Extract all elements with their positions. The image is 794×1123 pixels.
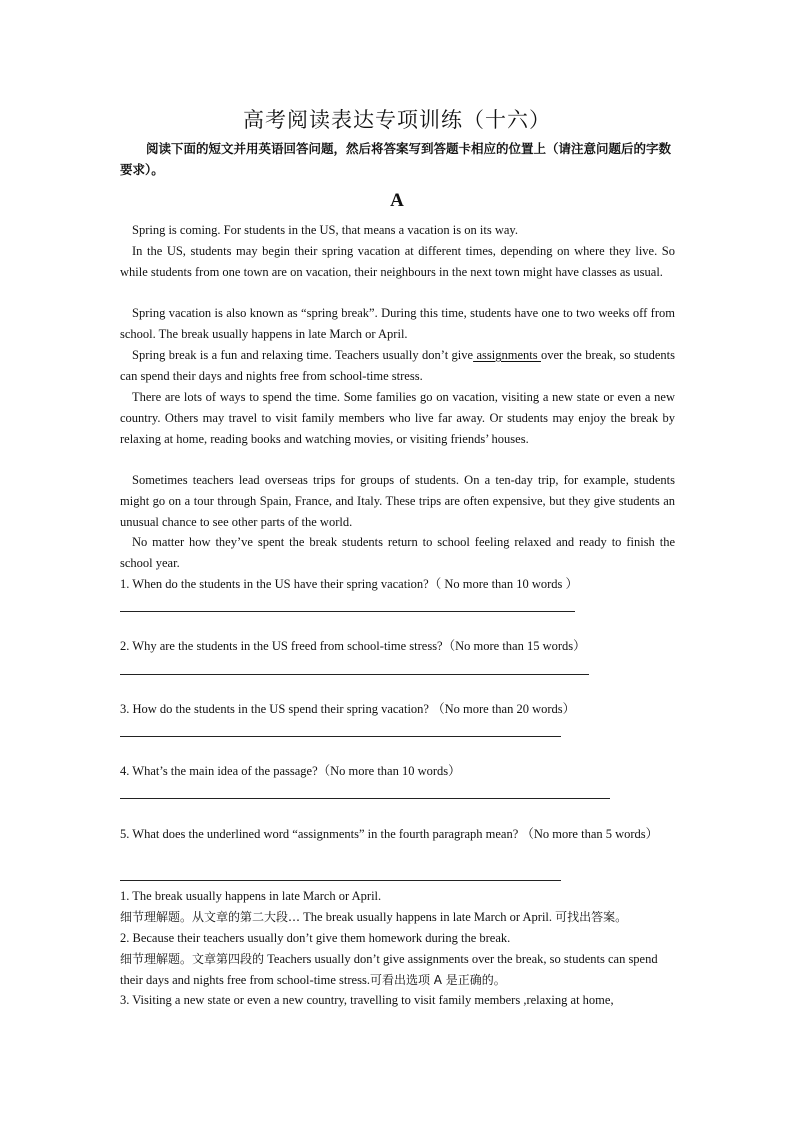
underlined-word-assignments: assignments xyxy=(473,348,541,362)
answer-line-3[interactable] xyxy=(120,736,561,737)
answer-line-2[interactable] xyxy=(120,674,589,675)
answer-line-5[interactable] xyxy=(120,880,561,881)
question-1: 1. When do the students in the US have their spring vacation?（ No more than 10 words ） xyxy=(120,577,579,591)
answer-line-1[interactable] xyxy=(120,611,575,612)
paragraph-7: No matter how they’ve spent the break students return to school feeling relaxed and ready to finish the school year. xyxy=(120,535,675,570)
answer-3: 3. Visiting a new state or even a new country, travelling to visit family members ,relaxing at home, xyxy=(120,993,614,1007)
question-2: 2. Why are the students in the US freed from school-time stress?（No more than 15 words） xyxy=(120,639,586,653)
answer-1: 1. The break usually happens in late March or April. xyxy=(120,889,382,903)
paragraph-4 xyxy=(120,345,675,387)
answer-2-note-tail: 可看出选项 A 是正确的。 xyxy=(369,972,506,987)
paragraph-4-end: over the break, so students can spend their days and nights free from school-time stress. xyxy=(120,348,675,383)
answer-2-note-zh: 细节理解题。文章第四段的 xyxy=(120,952,265,966)
paragraph-4-start: Spring break is a fun and relaxing time. Teachers usually don’t give xyxy=(132,348,474,362)
paragraph-3: Spring vacation is also known as “spring break”. During this time, students have one to two weeks off from school. The break usually happens in late March or April. xyxy=(120,306,675,341)
answer-2-note-en: Teachers usually don’t give assignments over the break, so students can spend their days and nights free from school-time stress. xyxy=(120,952,658,987)
answer-1-note-en: The break usually happens in late March or April. xyxy=(303,910,553,924)
question-3: 3. How do the students in the US spend their spring vacation? （No more than 20 words） xyxy=(120,702,576,716)
paragraph-5: There are lots of ways to spend the time. Some families go on vacation, visiting a new state or even a new country. Others may travel to visit family members who live far away. Or students may enjoy the break by relaxing at home, reading books and watching movies, or visiting friends’ houses. xyxy=(120,390,675,446)
answer-2-explanation xyxy=(120,949,678,991)
paragraph-6: Sometimes teachers lead overseas trips for groups of students. On a ten-day trip, for example, students might go on a tour through Spain, France, and Italy. These trips are often expensive, but they give students an unusual chance to see other parts of the world. xyxy=(120,473,675,529)
page-title: 高考阅读表达专项训练（十六） xyxy=(243,108,551,132)
paragraph-1: Spring is coming. For students in the US, that means a vacation is on its way. xyxy=(132,223,518,237)
paragraph-2: In the US, students may begin their spring vacation at different times, depending on where they live. So while students from one town are on vacation, their neighbours in the next town might have classes as usual. xyxy=(120,244,675,279)
answer-line-4[interactable] xyxy=(120,798,610,799)
section-heading: A xyxy=(390,190,404,211)
question-5: 5. What does the underlined word “assignments” in the fourth paragraph mean? （No more than 5 words） xyxy=(120,827,659,841)
instructions: 阅读下面的短文并用英语回答问题，然后将答案写到答题卡相应的位置上（请注意问题后的字数要求）。 xyxy=(120,141,672,177)
answer-2: 2. Because their teachers usually don’t give them homework during the break. xyxy=(120,931,511,945)
answer-1-explanation xyxy=(120,907,678,928)
answer-1-note-tail: 可找出答案。 xyxy=(555,910,628,924)
answer-1-note-zh: 细节理解题。从文章的第二大段… xyxy=(120,910,301,924)
question-4: 4. What’s the main idea of the passage?（No more than 10 words） xyxy=(120,764,461,778)
